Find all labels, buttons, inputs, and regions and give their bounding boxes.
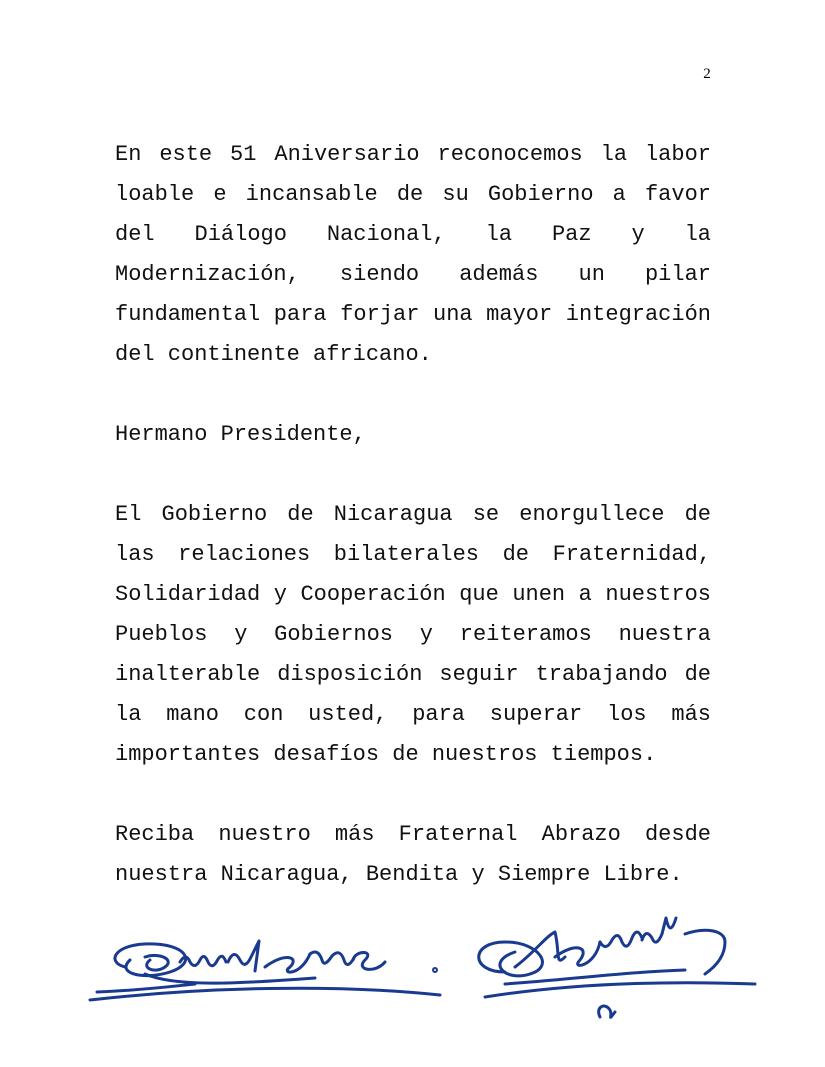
signature-left [90,941,440,1000]
signature-right [479,918,755,1017]
paragraph-anniversary: En este 51 Aniversario reconocemos la labor loable e incansable de su Gobierno a favor del Diálogo Nacional, la Paz y la Modernización, siendo además un pilar fundamental para forjar una mayor integración del continente africano. [115,142,711,367]
signatures [85,912,765,1042]
paragraph-closing: Reciba nuestro más Fraternal Abrazo desde nuestra Nicaragua, Bendita y Siempre Libre. [115,822,711,887]
page-number: 2 [703,66,711,82]
paragraph-relations: El Gobierno de Nicaragua se enorgullece de las relaciones bilaterales de Fraternidad, Solidaridad y Cooperación que unen a nuestros Pueblos y Gobiernos y reiteramos nuestra inalterable disposición seguir trabajando de la mano con usted, para superar los más importantes desafíos de nuestros tiempos. [115,502,711,767]
paragraph-salutation: Hermano Presidente, [115,422,366,447]
